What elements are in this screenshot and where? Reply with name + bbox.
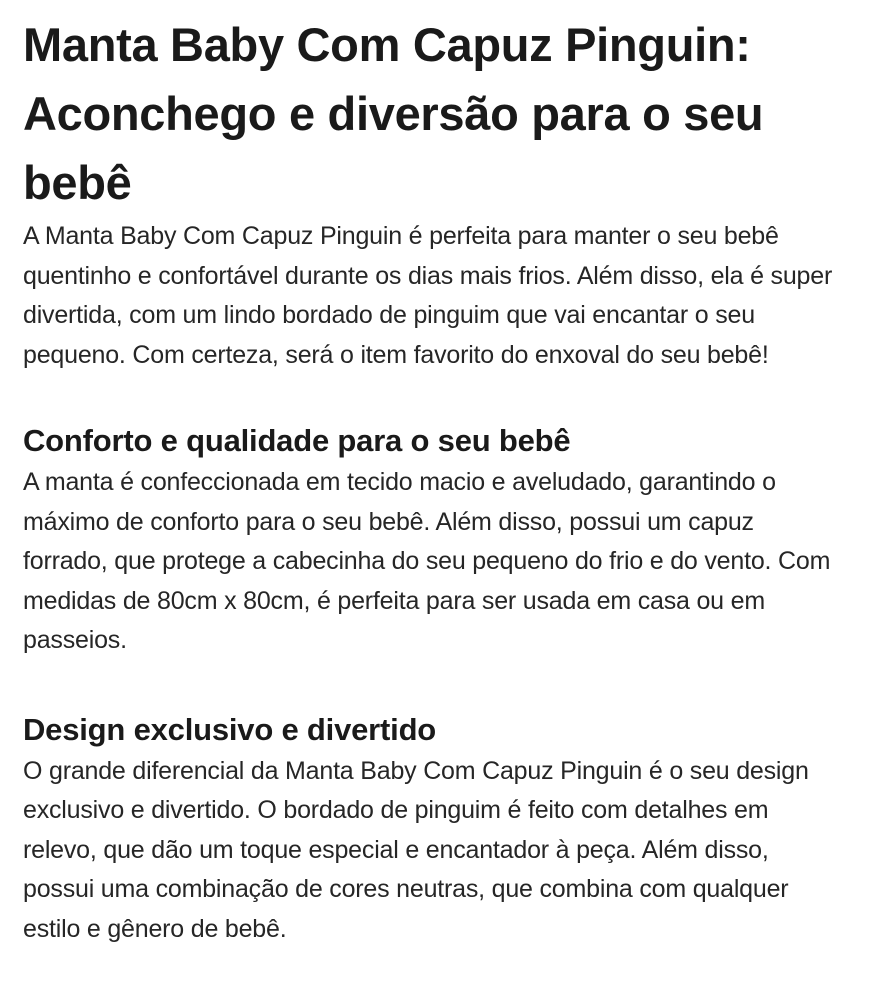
section-heading: Conforto e qualidade para o seu bebê (23, 423, 571, 458)
article-title: Manta Baby Com Capuz Pinguin: Aconchego e diversão para o seu bebê (23, 18, 764, 209)
section-design (23, 708, 841, 950)
section-heading: Design exclusivo e divertido (23, 711, 437, 747)
intro-paragraph: A Manta Baby Com Capuz Pinguin é perfeita para manter o seu bebê quentinho e confortável durante os dias mais frios. Além disso, ela é super divertida, com um lindo bordado de pinguim que vai encantar o seu pequeno. Com certeza, será o item favorito do enxoval do seu bebê! (23, 222, 833, 369)
section-comfort (23, 419, 841, 661)
section-paragraph: A manta é confeccionada em tecido macio e aveludado, garantindo o máximo de conforto para o seu bebê. Além disso, possui um capuz forrado, que protege a cabecinha do seu pequeno do frio e do vento. Com medidas de 80cm x 80cm, é perfeita para ser usada em casa ou em passeios. (23, 468, 831, 654)
section-paragraph: O grande diferencial da Manta Baby Com Capuz Pinguin é o seu design exclusivo e divertido. O bordado de pinguim é feito com detalhes em relevo, que dão um toque especial e encantador à peça. Além disso, possui uma combinação de cores neutras, que combina com qualquer estilo e gênero de bebê. (23, 756, 809, 943)
